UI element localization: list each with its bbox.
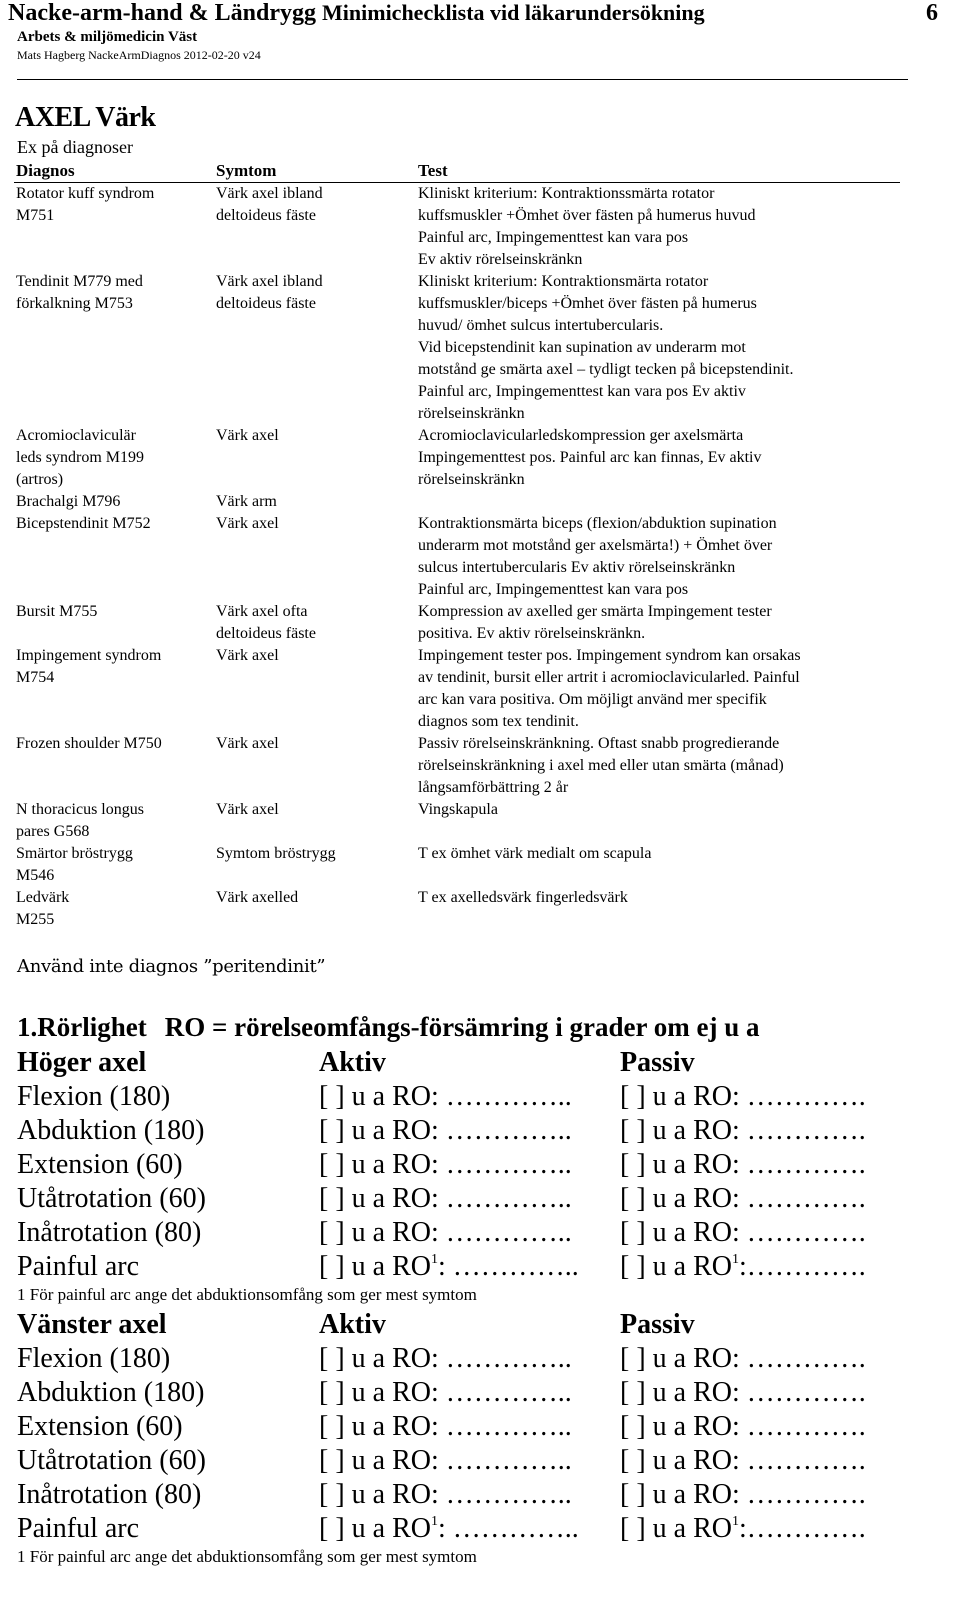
aktiv-field[interactable]: [ ] u a RO: ………….. (319, 1445, 572, 1476)
aktiv-field-dots: : ………….. (437, 1251, 579, 1282)
column-header-diagnos: Diagnos (14, 160, 214, 183)
diagnos-cell: Tendinit M779 med förkalkning M753 (16, 273, 143, 312)
mobility-row (17, 1444, 917, 1478)
passiv-field-text: [ ] u a RO (620, 1251, 732, 1282)
aktiv-field[interactable] (319, 1512, 579, 1546)
page-number: 6 (926, 0, 938, 26)
mobility-title (17, 1012, 760, 1043)
movement-label: Extension (60) (17, 1149, 183, 1180)
mobility-row (17, 1182, 917, 1216)
aktiv-field-text: [ ] u a RO (319, 1513, 431, 1544)
mobility-row-painful-arc (17, 1512, 917, 1546)
movement-label: Painful arc (17, 1513, 140, 1544)
symtom-cell: Värk axel (216, 647, 279, 664)
movement-label: Inåtrotation (80) (17, 1217, 202, 1248)
mobility-row (17, 1216, 917, 1250)
aktiv-field[interactable] (319, 1250, 579, 1284)
aktiv-field-dots: : ………….. (437, 1513, 579, 1544)
mobility-row (17, 1410, 917, 1444)
right-shoulder-header-row (17, 1046, 917, 1080)
symtom-cell: Värk axel ibland deltoideus fäste (216, 185, 323, 224)
table-row (14, 843, 900, 887)
document-title-sub: Minimichecklista vid läkarundersökning (322, 0, 705, 25)
symtom-cell: Värk axelled (216, 889, 299, 906)
mobility-row (17, 1148, 917, 1182)
diagnos-cell: Brachalgi M796 (16, 493, 121, 510)
aktiv-heading: Aktiv (319, 1309, 386, 1340)
table-row (14, 887, 900, 931)
passiv-field[interactable]: [ ] u a RO: …………. (620, 1183, 866, 1214)
diagnos-cell: N thoracicus longus pares G568 (16, 801, 144, 840)
test-cell: Impingement tester pos. Impingement syndrom kan orsakas av tendinit, bursit eller artrit i acromioclavicularled. Painful arc kan vara positiva. Om möjligt använd mer specifik diagnos som tex tendinit. (418, 647, 801, 730)
movement-label: Painful arc (17, 1251, 140, 1282)
mobility-row-painful-arc (17, 1250, 917, 1284)
table-row (14, 645, 900, 733)
section-title: AXEL Värk (15, 102, 156, 133)
left-shoulder-heading: Vänster axel (17, 1309, 167, 1340)
mobility-row (17, 1080, 917, 1114)
diagnos-cell: Acromioclaviculär leds syndrom M199 (artros) (16, 427, 144, 488)
movement-label: Abduktion (180) (17, 1377, 205, 1408)
aktiv-field[interactable]: [ ] u a RO: ………….. (319, 1479, 572, 1510)
movement-label: Flexion (180) (17, 1343, 171, 1374)
passiv-field[interactable] (620, 1250, 866, 1284)
passiv-heading: Passiv (620, 1309, 695, 1340)
table-header-row (14, 160, 900, 183)
passiv-field[interactable]: [ ] u a RO: …………. (620, 1149, 866, 1180)
footnote-mark: 1 (430, 1252, 438, 1267)
aktiv-heading: Aktiv (319, 1047, 386, 1078)
passiv-field[interactable]: [ ] u a RO: …………. (620, 1217, 866, 1248)
passiv-field-dots: :…………. (738, 1251, 866, 1282)
mobility-title-number: 1.Rörlighet (17, 1012, 147, 1042)
test-cell: Kliniskt kriterium: Kontraktionsmärta rotator kuffsmuskler/biceps +Ömhet över fästen på humerus huvud/ ömhet sulcus intertubercularis. Vid bicepstendinit kan supination av underarm mot motstånd ge smärta axel – tydligt tecken på bicepstendinit. Painful arc, Impingementtest kan vara pos Ev aktiv rörelseinskränkn (418, 273, 794, 422)
test-cell: Vingskapula (418, 801, 498, 818)
right-footnote: 1 För painful arc ange det abduktionsomfång som ger mest symtom (17, 1285, 477, 1304)
footnote-mark: 1 (731, 1252, 739, 1267)
column-header-symtom: Symtom (214, 160, 416, 183)
document-title-main: Nacke-arm-hand & Ländrygg (8, 0, 317, 26)
header-divider (17, 79, 908, 80)
table-row (14, 491, 900, 513)
table-row (14, 183, 900, 272)
aktiv-field[interactable]: [ ] u a RO: ………….. (319, 1343, 572, 1374)
left-shoulder-header-row (17, 1308, 917, 1342)
aktiv-field-text: [ ] u a RO (319, 1251, 431, 1282)
author-line: Mats Hagberg NackeArmDiagnos 2012-02-20 v24 (17, 48, 261, 62)
movement-label: Flexion (180) (17, 1081, 171, 1112)
aktiv-field[interactable]: [ ] u a RO: ………….. (319, 1081, 572, 1112)
passiv-field[interactable]: [ ] u a RO: …………. (620, 1343, 866, 1374)
diagnos-cell: Bursit M755 (16, 603, 98, 620)
column-header-test: Test (416, 160, 900, 183)
movement-label: Utåtrotation (60) (17, 1183, 206, 1214)
passiv-field[interactable]: [ ] u a RO: …………. (620, 1479, 866, 1510)
diagnos-cell: Smärtor bröstrygg M546 (16, 845, 133, 884)
aktiv-field[interactable]: [ ] u a RO: ………….. (319, 1411, 572, 1442)
test-cell: T ex ömhet värk medialt om scapula (418, 845, 652, 862)
right-shoulder-heading: Höger axel (17, 1047, 147, 1078)
right-shoulder-grid (17, 1046, 917, 1284)
movement-label: Abduktion (180) (17, 1115, 205, 1146)
passiv-field[interactable] (620, 1512, 866, 1546)
passiv-field[interactable]: [ ] u a RO: …………. (620, 1445, 866, 1476)
symtom-cell: Värk arm (216, 493, 277, 510)
mobility-row (17, 1478, 917, 1512)
mobility-row (17, 1342, 917, 1376)
passiv-field[interactable]: [ ] u a RO: …………. (620, 1115, 866, 1146)
table-row (14, 425, 900, 491)
symtom-cell: Värk axel ibland deltoideus fäste (216, 273, 323, 312)
symtom-cell: Värk axel (216, 735, 279, 752)
aktiv-field[interactable]: [ ] u a RO: ………….. (319, 1115, 572, 1146)
movement-label: Utåtrotation (60) (17, 1445, 206, 1476)
table-row (14, 271, 900, 425)
mobility-row (17, 1376, 917, 1410)
test-cell: Passiv rörelseinskränkning. Oftast snabb progredierande rörelseinskränkning i axel med eller utan smärta (månad) långsamförbättring 2 år (418, 735, 784, 796)
mobility-title-text: RO = rörelseomfångs-försämring i grader om ej u a (164, 1012, 760, 1042)
aktiv-field[interactable]: [ ] u a RO: ………….. (319, 1149, 572, 1180)
passiv-field-text: [ ] u a RO (620, 1513, 732, 1544)
diagnos-cell: Frozen shoulder M750 (16, 735, 162, 752)
section-subtitle: Ex på diagnoser (17, 137, 133, 157)
symtom-cell: Värk axel ofta deltoideus fäste (216, 603, 316, 642)
test-cell: Kliniskt kriterium: Kontraktionssmärta rotator kuffsmuskler +Ömhet över fästen på humerus huvud Painful arc, Impingementtest kan vara pos Ev aktiv rörelseinskränkn (418, 185, 756, 268)
table-row (14, 513, 900, 601)
diagnosis-table (14, 160, 900, 931)
passiv-field-dots: :…………. (738, 1513, 866, 1544)
passiv-field[interactable]: [ ] u a RO: …………. (620, 1377, 866, 1408)
movement-label: Extension (60) (17, 1411, 183, 1442)
test-cell (416, 491, 900, 513)
passiv-heading: Passiv (620, 1047, 695, 1078)
symtom-cell: Värk axel (216, 515, 279, 532)
test-cell: Kontraktionsmärta biceps (flexion/abduktion supination underarm mot motstånd ger axelsmärta!) + Ömhet över sulcus intertubercularis Ev aktiv rörelseinskränkn Painful arc, Impingementtest kan vara pos (418, 515, 777, 598)
table-row (14, 733, 900, 799)
test-cell: Acromioclavicularledskompression ger axelsmärta Impingementtest pos. Painful arc kan finnas, Ev aktiv rörelseinskränkn (418, 427, 762, 488)
table-row (14, 799, 900, 843)
organization: Arbets & miljömedicin Väst (17, 29, 198, 45)
aktiv-field[interactable]: [ ] u a RO: ………….. (319, 1183, 572, 1214)
symtom-cell: Värk axel (216, 427, 279, 444)
diagnosis-note: Använd inte diagnos ”peritendinit” (17, 956, 326, 977)
table-row (14, 601, 900, 645)
left-footnote: 1 För painful arc ange det abduktionsomfång som ger mest symtom (17, 1547, 477, 1566)
diagnos-cell: Impingement syndrom M754 (16, 647, 162, 686)
aktiv-field[interactable]: [ ] u a RO: ………….. (319, 1217, 572, 1248)
diagnos-cell: Rotator kuff syndrom M751 (16, 185, 155, 224)
passiv-field[interactable]: [ ] u a RO: …………. (620, 1081, 866, 1112)
diagnos-cell: Ledvärk M255 (16, 889, 70, 928)
diagnos-cell: Bicepstendinit M752 (16, 515, 151, 532)
passiv-field[interactable]: [ ] u a RO: …………. (620, 1411, 866, 1442)
test-cell: Kompression av axelled ger smärta Impingement tester positiva. Ev aktiv rörelseinskränkn. (418, 603, 772, 642)
symtom-cell: Värk axel (216, 801, 279, 818)
symtom-cell: Symtom bröstrygg (216, 845, 336, 862)
left-shoulder-grid (17, 1308, 917, 1546)
test-cell: T ex axelledsvärk fingerledsvärk (418, 889, 628, 906)
document-title (8, 0, 705, 27)
aktiv-field[interactable]: [ ] u a RO: ………….. (319, 1377, 572, 1408)
mobility-row (17, 1114, 917, 1148)
footnote-mark: 1 (430, 1514, 438, 1529)
footnote-mark: 1 (731, 1514, 739, 1529)
movement-label: Inåtrotation (80) (17, 1479, 202, 1510)
